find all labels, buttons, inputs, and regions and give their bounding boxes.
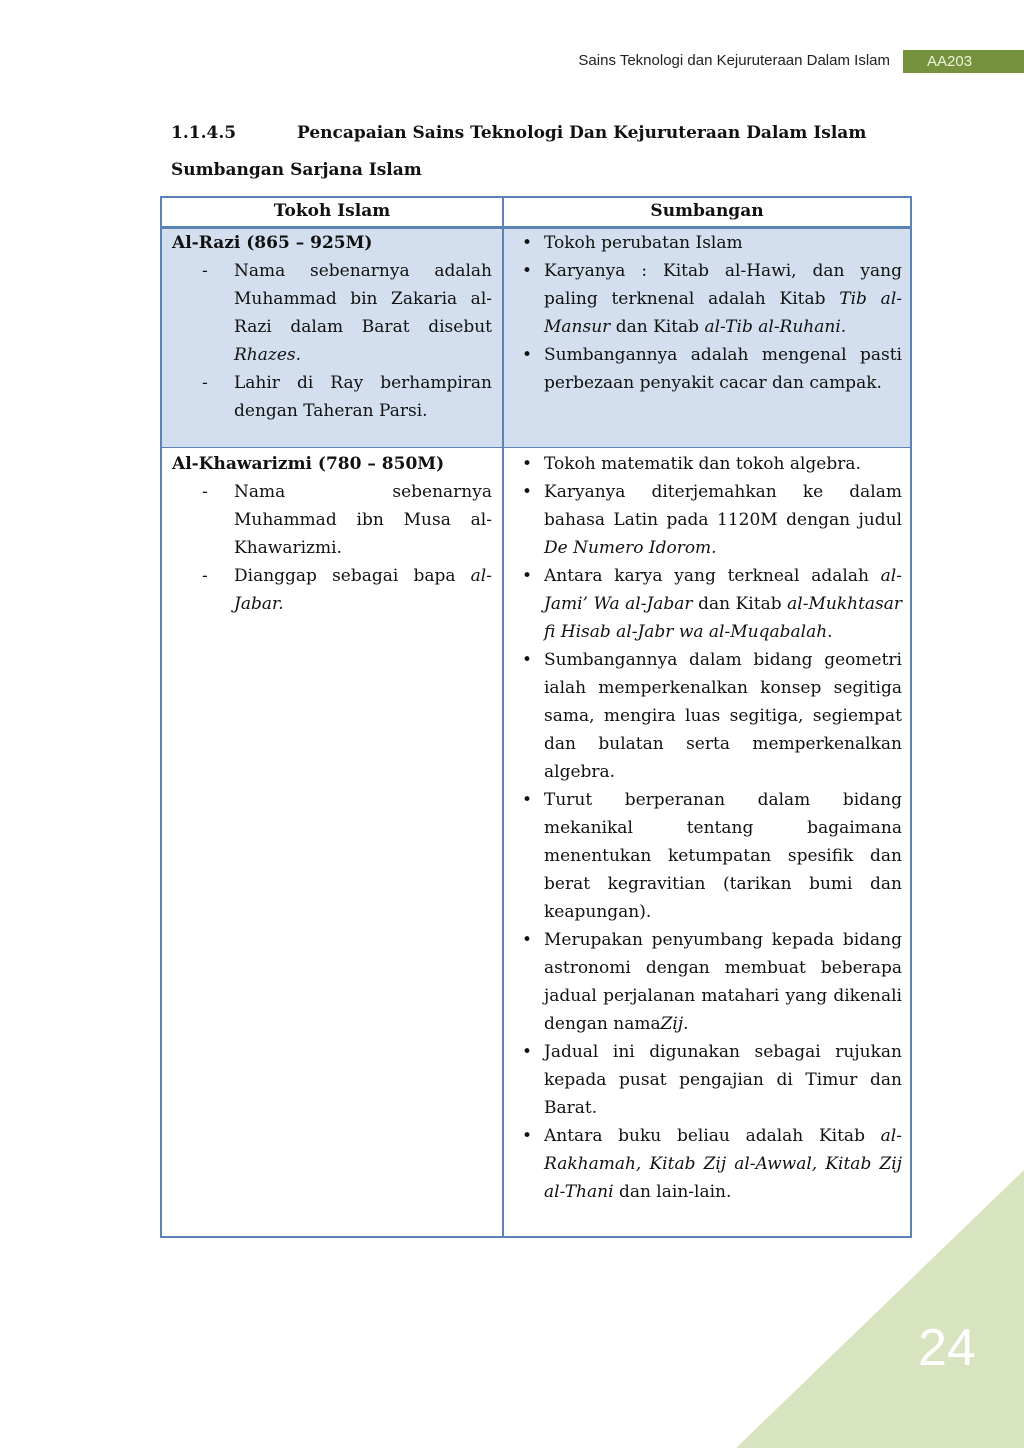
contribution-item: • Turut berperanan dalam bidang mekanikal tentang bagaimana menentukan ketumpatan spesifik dan berat kegravitian (tarikan bumi dan keapungan). bbox=[514, 786, 902, 926]
course-code-badge: AA203 bbox=[903, 50, 1024, 73]
contribution-item: • Antara karya yang terkneal adalah al-Jami’ Wa al-Jabar dan Kitab al-Mukhtasar fi Hisab al-Jabr wa al-Muqabalah. bbox=[514, 562, 902, 646]
scholar-name: Al-Razi (865 – 925M) bbox=[172, 233, 373, 253]
section-number: 1.1.4.5 bbox=[171, 123, 237, 143]
contribution-item: • Sumbangannya dalam bidang geometri ialah memperkenalkan konsep segitiga sama, mengira luas segitiga, segiempat dan bulatan serta memperkenalkan algebra. bbox=[514, 646, 902, 786]
detail-item: - Lahir di Ray berhampiran dengan Taheran Parsi. bbox=[172, 369, 492, 425]
section-title: Pencapaian Sains Teknologi Dan Kejuruteraan Dalam Islam bbox=[297, 123, 867, 143]
scholar-name: Al-Khawarizmi (780 – 850M) bbox=[172, 454, 445, 474]
detail-item: - Dianggap sebagai bapa al-Jabar. bbox=[172, 562, 492, 618]
header-title: Sains Teknologi dan Kejuruteraan Dalam Islam bbox=[578, 52, 890, 69]
contribution-item: • Tokoh perubatan Islam bbox=[514, 229, 902, 257]
contribution-item: • Jadual ini digunakan sebagai rujukan kepada pusat pengajian di Timur dan Barat. bbox=[514, 1038, 902, 1122]
detail-item: - Nama sebenarnya Muhammad ibn Musa al-Khawarizmi. bbox=[172, 478, 492, 562]
detail-item: - Nama sebenarnya adalah Muhammad bin Zakaria al-Razi dalam Barat disebut Rhazes. bbox=[172, 257, 492, 369]
contribution-item: • Sumbangannya adalah mengenal pasti perbezaan penyakit cacar dan campak. bbox=[514, 341, 902, 397]
contribution-item: • Karyanya diterjemahkan ke dalam bahasa Latin pada 1120M dengan judul De Numero Idorom. bbox=[514, 478, 902, 562]
header-tokoh: Tokoh Islam bbox=[273, 201, 391, 221]
contribution-item: • Antara buku beliau adalah Kitab al-Rakhamah, Kitab Zij al-Awwal, Kitab Zij al-Thani dan lain-lain. bbox=[514, 1122, 902, 1206]
contribution-item: • Karyanya : Kitab al-Hawi, dan yang paling terknenal adalah Kitab Tib al-Mansur dan Kitab al-Tib al-Ruhani. bbox=[514, 257, 902, 341]
header-sumbangan: Sumbangan bbox=[650, 201, 764, 221]
contribution-item: • Tokoh matematik dan tokoh algebra. bbox=[514, 450, 902, 478]
table-caption: Sumbangan Sarjana Islam bbox=[171, 160, 422, 180]
page-number: 24 bbox=[918, 1319, 976, 1377]
contribution-item: • Merupakan penyumbang kepada bidang astronomi dengan membuat beberapa jadual perjalanan matahari yang dikenali dengan namaZij. bbox=[514, 926, 902, 1038]
